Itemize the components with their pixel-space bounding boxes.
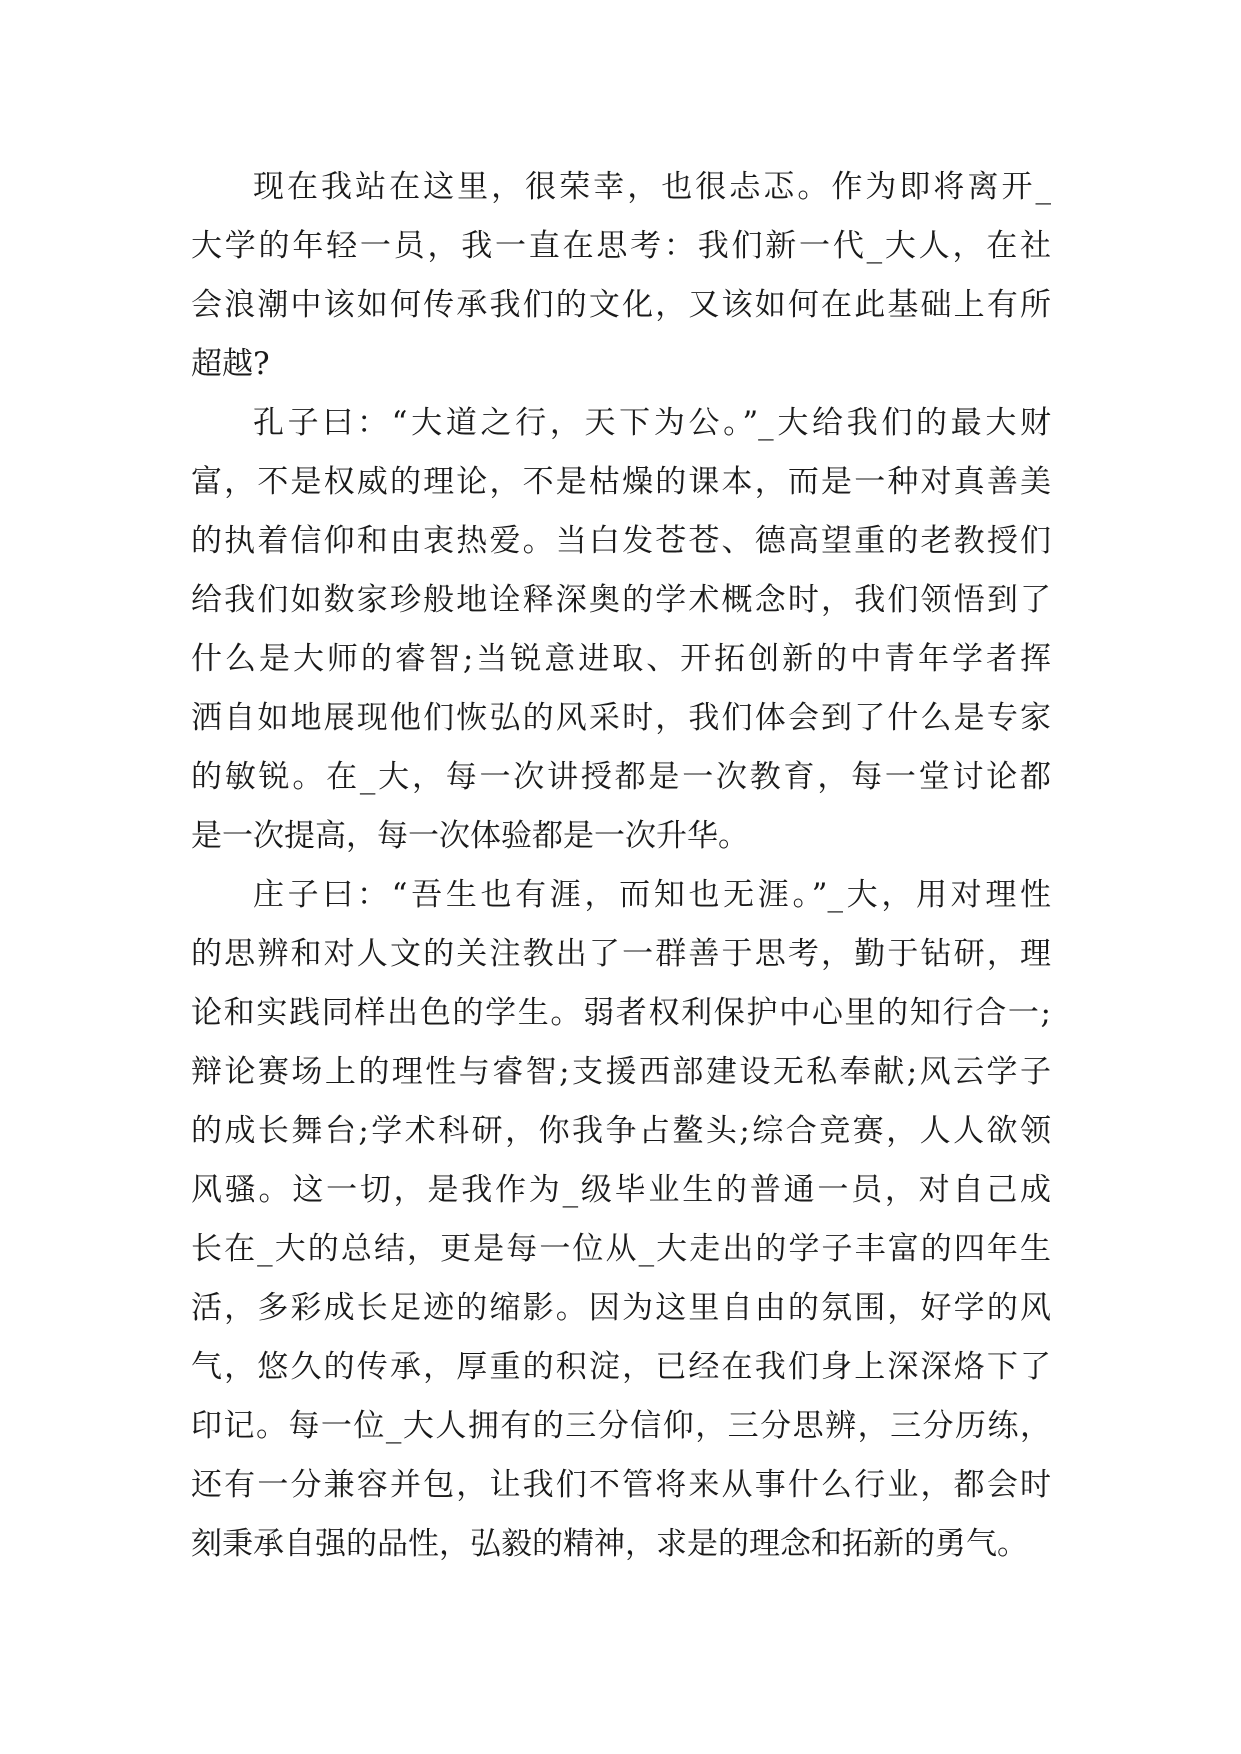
text-line: 什么是大师的睿智;当锐意进取、开拓创新的中青年学者挥 [191,641,1051,677]
text-line: 还有一分兼容并包，让我们不管将来从事什么行业，都会时 [191,1467,1051,1503]
text-line: 气，悠久的传承，厚重的积淀，已经在我们身上深深烙下了 [191,1349,1051,1385]
paragraph [191,158,1051,394]
text-line: 会浪潮中该如何传承我们的文化，又该如何在此基础上有所 [191,287,1051,323]
text-line: 是一次提高，每一次体验都是一次升华。 [191,818,749,854]
text-line: 超越? [191,346,270,382]
text-line: 现在我站在这里，很荣幸，也很忐忑。作为即将离开_ [253,169,1051,205]
text-line: 辩论赛场上的理性与睿智;支援西部建设无私奉献;风云学子 [191,1054,1051,1090]
text-line: 庄子曰：“吾生也有涯，而知也无涯。”_大，用对理性 [253,877,1051,913]
text-line: 风骚。这一切，是我作为_级毕业生的普通一员，对自己成 [191,1172,1051,1208]
text-line: 大学的年轻一员，我一直在思考：我们新一代_大人，在社 [191,228,1051,264]
text-line: 的思辨和对人文的关注教出了一群善于思考，勤于钻研，理 [191,936,1051,972]
text-line: 孔子曰：“大道之行，天下为公。”_大给我们的最大财 [253,405,1051,441]
text-line: 长在_大的总结，更是每一位从_大走出的学子丰富的四年生 [191,1231,1051,1267]
paragraph [191,866,1051,1574]
text-line: 洒自如地展现他们恢弘的风采时，我们体会到了什么是专家 [191,700,1051,736]
text-line: 的成长舞台;学术科研，你我争占鳌头;综合竞赛，人人欲领 [191,1113,1051,1149]
text-line: 富，不是权威的理论，不是枯燥的课本，而是一种对真善美 [191,464,1051,500]
text-line: 印记。每一位_大人拥有的三分信仰，三分思辨，三分历练， [191,1408,1051,1444]
text-line: 的敏锐。在_大，每一次讲授都是一次教育，每一堂讨论都 [191,759,1051,795]
text-line: 活，多彩成长足迹的缩影。因为这里自由的氛围，好学的风 [191,1290,1051,1326]
text-line: 论和实践同样出色的学生。弱者权利保护中心里的知行合一; [191,995,1051,1031]
text-line: 的执着信仰和由衷热爱。当白发苍苍、德高望重的老教授们 [191,523,1051,559]
paragraph [191,394,1051,866]
text-line: 给我们如数家珍般地诠释深奥的学术概念时，我们领悟到了 [191,582,1051,618]
text-line: 刻秉承自强的品性，弘毅的精神，求是的理念和拓新的勇气。 [191,1526,1028,1562]
document-body [191,158,1051,1574]
